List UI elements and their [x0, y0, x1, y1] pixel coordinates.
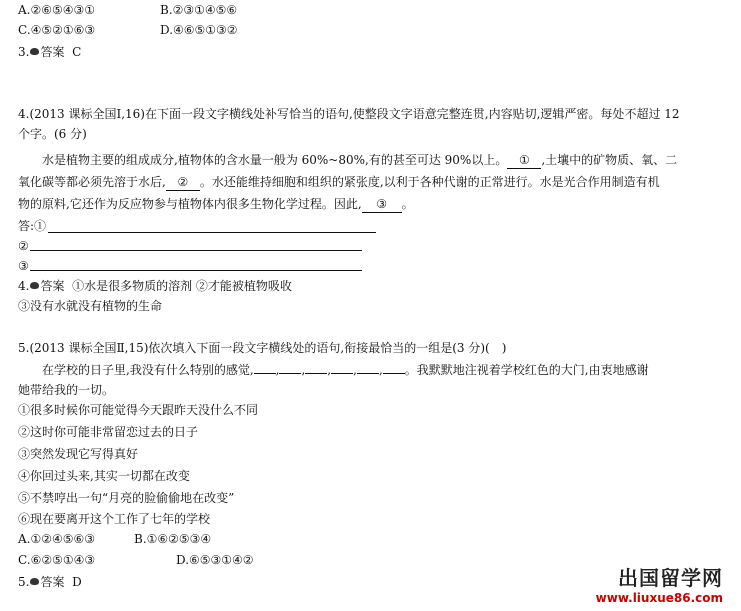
q4-answer: [18, 278, 292, 294]
q5-item-1: ①很多时候你可能觉得今天跟昨天没什么不同: [18, 403, 259, 417]
answer-icon: [30, 282, 39, 289]
q4-answer-line2-rule: [30, 250, 362, 251]
q5-passage-line2: 她带给我的一切。: [18, 383, 115, 397]
q4-passage-line2: [18, 174, 660, 191]
q3-option-d: D.④⑥⑤①③②: [160, 23, 238, 37]
q3-option-a: A.②⑥⑤④③①: [18, 3, 96, 17]
q3-answer-label: 答案: [40, 45, 65, 59]
q5-option-d: D.⑥⑤③①④②: [176, 553, 254, 567]
q4-passage-text: 水是植物主要的组成成分,植物体的含水量一般为 60%~80%,有的甚至可达 90%以上。: [42, 153, 508, 167]
q5-answer-prefix: 5.: [18, 575, 30, 589]
q5-passage-line1: 在学校的日子里,我没有什么特别的感觉, , , , , , 。我默默地注视着学校红色的大门,由衷地感谢: [42, 363, 649, 377]
q4-answer-line3-label: ③: [18, 259, 29, 273]
q4-passage-text: 氧化碳等都必须先溶于水后,: [18, 175, 166, 189]
q5-blank: [357, 373, 379, 374]
watermark-title: 出国留学网: [618, 566, 723, 590]
q4-header-line2: 个字。(6 分): [18, 127, 87, 141]
q5-answer-value: D: [72, 575, 82, 589]
q5-blank: [305, 373, 327, 374]
q5-option-c: C.⑥②⑤①④③: [18, 553, 96, 567]
answer-icon: [30, 48, 39, 55]
q4-answer-line2-label: ②: [18, 239, 29, 253]
site-watermark: [596, 562, 723, 605]
q4-passage-text: ,土壤中的矿物质、氧、二: [541, 153, 678, 167]
q5-blank: [279, 373, 301, 374]
q3-answer-value: C: [72, 45, 82, 59]
q3-answer-prefix: 3.: [18, 45, 30, 59]
q4-header-line1: 4.(2013 课标全国Ⅰ,16)在下面一段文字横线处补写恰当的语句,使整段文字语意完整连贯,内容贴切,逻辑严密。每处不超过 12: [18, 107, 680, 121]
q5-answer-label: 答案: [40, 575, 65, 589]
q4-answer-label: 答案: [40, 279, 65, 293]
q4-answer-text-2: ③没有水就没有植物的生命: [18, 299, 163, 313]
q4-answer-line3-rule: [30, 270, 362, 271]
q5-item-4: ④你回过头来,其实一切都在改变: [18, 469, 190, 483]
q5-blank: [254, 373, 276, 374]
q3-answer: [18, 44, 81, 60]
q5-item-5: ⑤不禁哼出一句“月亮的脸偷偷地在改变”: [18, 491, 235, 505]
q4-answer-line1-label: 答:①: [18, 219, 47, 233]
q5-option-b: B.①⑥②⑤③④: [134, 532, 212, 546]
q5-item-2: ②这时你可能非常留恋过去的日子: [18, 425, 199, 439]
q3-option-c: C.④⑤②①⑥③: [18, 23, 96, 37]
q3-option-b: B.②③①④⑤⑥: [160, 3, 238, 17]
q4-passage-text: 。: [401, 197, 414, 211]
q5-passage-text: 在学校的日子里,我没有什么特别的感觉,: [42, 363, 254, 377]
q5-blank: [383, 373, 405, 374]
q4-answer-text-1: ①水是很多物质的溶剂 ②才能被植物吸收: [72, 279, 292, 293]
q5-answer: [18, 574, 82, 590]
q4-blank-2: ②: [166, 174, 200, 191]
q4-blank-3: ③: [362, 196, 402, 213]
q4-answer-line1-rule: [48, 232, 376, 233]
q5-item-3: ③突然发现它写得真好: [18, 447, 139, 461]
q5-option-a: A.①②④⑤⑥③: [18, 532, 96, 546]
q4-passage-line1: [42, 152, 677, 169]
q5-blank: [331, 373, 353, 374]
q4-answer-prefix: 4.: [18, 279, 30, 293]
q4-passage-text: 。水还能维持细胞和组织的紧张度,以利于各种代谢的正常进行。水是光合作用制造有机: [199, 175, 660, 189]
q4-passage-line3: [18, 196, 414, 213]
q4-blank-1: ①: [507, 152, 541, 169]
watermark-url: www.liuxue86.com: [595, 591, 723, 605]
q5-item-6: ⑥现在要离开这个工作了七年的学校: [18, 512, 211, 526]
q4-passage-text: 物的原料,它还作为反应物参与植物体内很多生物化学过程。因此,: [18, 197, 362, 211]
answer-icon: [30, 578, 39, 585]
q5-header: 5.(2013 课标全国Ⅱ,15)依次填入下面一段文字横线处的语句,衔接最恰当的一组是(3 分)( ): [18, 341, 507, 355]
q5-passage-text: 。我默默地注视着学校红色的大门,由衷地感谢: [404, 363, 649, 377]
